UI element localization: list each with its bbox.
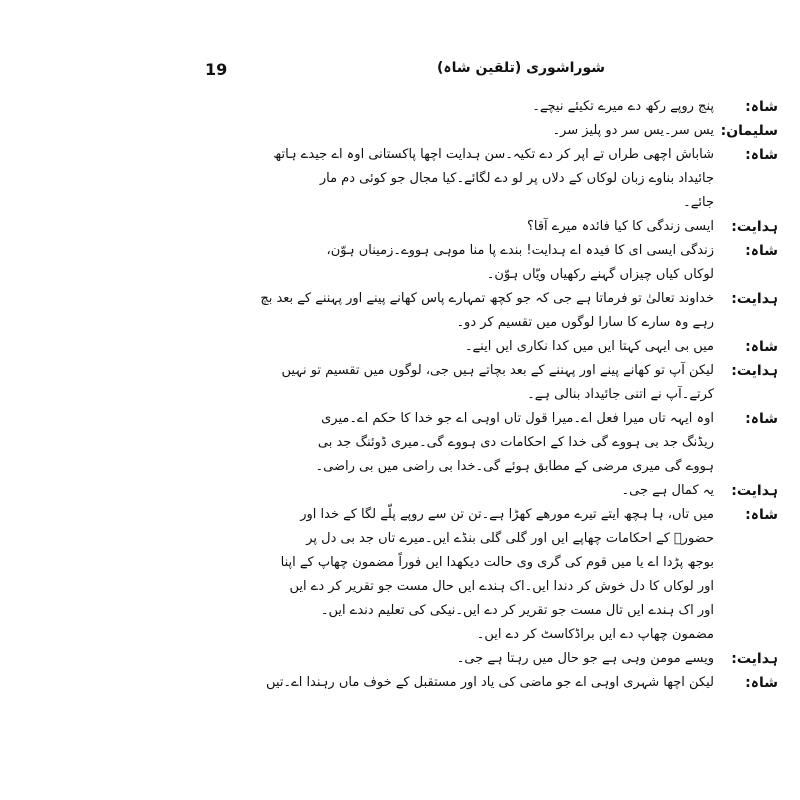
dialogue-entry [172,335,778,359]
dialogue-text [172,335,714,359]
text-line: لوکاں کیاں چیزاں گہنے رکھیاں ویّاں ہوّن۔ [486,267,714,282]
text-line: ریڈنگ جد بی ہووے گی خدا کے احکامات دی ہووے گی۔میری ڈوئنگ جد بی [317,435,714,450]
text-line: اور لوکاں کا دل خوش کر دندا ایں۔اک ہندے ایں حال مست جو تقریر کر دے ایں [289,579,714,594]
dialogue-entry [172,647,778,671]
speaker-name: ہدایت: [731,651,778,667]
dialogue-entry [172,143,778,215]
text-line: لیکن اچھا شہری اوہی اے جو ماضی کی یاد اور مستقبل کے خوف ماں رہندا اے۔تیں [266,675,714,690]
speaker-name: ہدایت: [731,363,778,379]
text-line: کرتے۔آپ نے اتنی جائیداد بنالی ہے۔ [527,387,714,402]
text-line: میں بی ایہی کہتا ایں میں کدا نکاری ایں اینے۔ [464,339,714,354]
text-line: خداوند تعالیٰ تو فرماتا ہے جی کہ جو کچھ تمہارے پاس کھانے پینے اور پہننے کے بعد بچ [260,291,714,306]
dialogue-text [172,119,714,143]
dialogue-text [172,407,714,479]
speaker-name: ہدایت: [731,219,778,235]
text-line: مضمون چھاپ دے ایں براڈکاسٹ کر دے ایں۔ [476,627,714,642]
dialogue-entry [172,503,778,647]
text-line: بوجھ پڑدا اے یا میں قوم کی گری وی حالت دیکھدا ایں فوراً مضمون چھاپ کے اپنا [280,555,714,570]
text-line: ہووے گی میری مرضی کے مطابق ہوئے گی۔خدا بی راضی میں بی راضی۔ [315,459,714,474]
speaker-name: شاہ: [745,339,778,355]
dialogue-entry [172,239,778,287]
text-line: ویسے مومن وہی ہے جو حال میں رہتا ہے جی۔ [456,651,714,666]
text-line: ایسی زندگی کا کیا فائدہ میرے آقا؟ [526,219,714,234]
speaker-name: شاہ: [745,675,778,691]
dialogue-entry [172,671,778,695]
text-line: میں تاں، ہا ہچھ ایتے تیرے مورھے کھڑا ہے۔تن تن سے روپے پلّے لگا کے خدا اور [300,507,714,522]
text-line: اور اک ہندے ایں تال مست جو تقریر کر دے ایں۔نیکی کی تعلیم دندے ایں۔ [320,603,714,618]
dialogue-entry [172,407,778,479]
dialogue-text [172,647,714,671]
running-title: شوراشوری (تلقین شاہ) [437,60,605,76]
speaker-name: شاہ: [745,507,778,523]
speaker-name: سلیمان: [720,123,778,139]
text-line: حضورؐ کے احکامات چھاپے ایں اور گلی گلی بنڈے ایں۔میرے تاں جد بی دل پر [306,531,714,546]
speaker-name: ہدایت: [731,483,778,499]
text-line: اوہ ایہہ تاں میرا فعل اے۔میرا قول تاں اوہی اے جو خدا کا حکم اے۔میری [321,411,714,426]
dialogue-entry [172,119,778,143]
dialogue-text [172,479,714,503]
dialogue-entry [172,287,778,335]
dialogue-text [172,95,714,119]
text-line: زندگی ایسی ای کا فیدہ اے ہدایت! بندے پا منا موہی ہووے۔زمیناں ہوّن، [326,243,714,258]
speaker-name: شاہ: [745,411,778,427]
speaker-name: شاہ: [745,99,778,115]
speaker-name: شاہ: [745,243,778,259]
dialogue-entry [172,215,778,239]
text-line: لیکن آپ تو کھانے پینے اور پہننے کے بعد بچاتے ہیں جی، لوگوں میں تقسیم تو نہیں [281,363,714,378]
dialogue-text [172,671,714,695]
text-line: شاباش اچھی طراں تے اپر کر دے تکیہ۔سن ہدایت اچھا پاکستانی اوہ اے جیدے ہاتھ [273,147,714,162]
dialogue-text [172,239,714,287]
dialogue-text [172,503,714,647]
dialogue-entry [172,359,778,407]
page-number: 19 [205,60,228,79]
text-line: رہے وہ سارے کا سارا لوگوں میں تقسیم کر دو۔ [456,315,714,330]
text-line: جائیداد بناوے زبان لوکاں کے دلاں پر لو دے لگائے۔کیا مجال جو کوئی دم مار [319,171,714,186]
dialogue-text [172,215,714,239]
dialogue-text [172,359,714,407]
text-line: جائے۔ [683,195,714,210]
dialogue-text [172,143,714,215]
dialogue-entry [172,95,778,119]
dialogue-body [172,95,778,695]
dialogue-text [172,287,714,335]
speaker-name: شاہ: [745,147,778,163]
text-line: یہ کمال ہے جی۔ [621,483,714,498]
dialogue-entry [172,479,778,503]
text-line: پنج روپے رکھ دے میرے تکیئے نیچے۔ [532,99,714,114]
text-line: یس سر۔یس سر دو پلیز سر۔ [552,123,714,138]
speaker-name: ہدایت: [731,291,778,307]
